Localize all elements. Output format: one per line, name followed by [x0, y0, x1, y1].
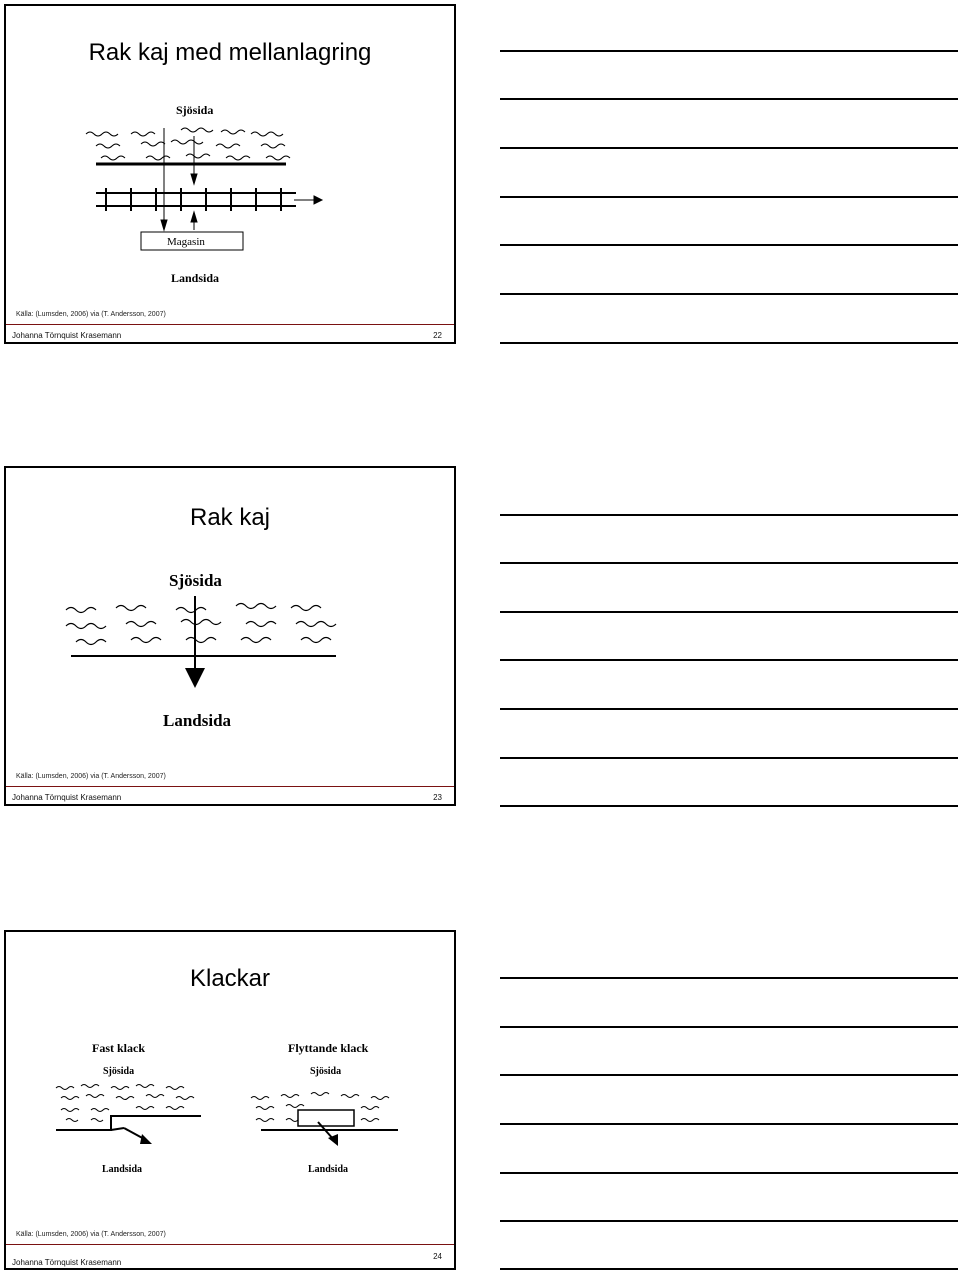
note-line: [500, 1220, 958, 1222]
footer-divider: [6, 324, 454, 325]
source-citation: Källa: (Lumsden, 2006) via (T. Andersson, 2007): [16, 311, 166, 318]
note-line: [500, 708, 958, 710]
footer-divider: [6, 786, 454, 787]
note-line: [500, 50, 958, 52]
sea-side-label-left: Sjösida: [103, 1066, 135, 1077]
note-line: [500, 611, 958, 613]
sea-side-label: Sjösida: [176, 103, 214, 117]
slide-title: Rak kaj: [189, 504, 271, 531]
note-line: [500, 1268, 958, 1270]
slide-23: [4, 466, 456, 806]
land-side-label: Landsida: [163, 711, 232, 730]
author: Johanna Törnquist Krasemann: [12, 793, 122, 802]
author: Johanna Törnquist Krasemann: [12, 331, 122, 340]
waves: [66, 604, 336, 645]
sea-side-label: Sjösida: [169, 571, 222, 590]
note-line: [500, 147, 958, 149]
note-line: [500, 805, 958, 807]
floating-pontoon: [298, 1110, 354, 1126]
floating-berth-label: Flyttande klack: [288, 1041, 369, 1055]
note-line: [500, 342, 958, 344]
sea-side-label-right: Sjösida: [310, 1066, 342, 1077]
quay-storage-diagram: [6, 98, 454, 298]
page-number: 23: [433, 793, 442, 802]
page-number: 22: [433, 331, 442, 340]
rail-track: [96, 188, 322, 211]
note-line: [500, 757, 958, 759]
down-arrow: [185, 668, 205, 688]
note-line: [500, 1026, 958, 1028]
slide-title: Klackar: [189, 965, 271, 992]
note-line: [500, 514, 958, 516]
footer-divider: [6, 1244, 454, 1245]
note-line: [500, 244, 958, 246]
note-line: [500, 293, 958, 295]
storage-label: Magasin: [167, 236, 205, 248]
waves: [86, 128, 290, 160]
berth-types-diagram: [6, 1036, 454, 1186]
land-side-label-right: Landsida: [308, 1164, 349, 1175]
source-citation: Källa: (Lumsden, 2006) via (T. Andersson, 2007): [16, 773, 166, 780]
slide-title: Rak kaj med mellanlagring: [88, 39, 372, 66]
slide-22: [4, 4, 456, 344]
note-line: [500, 1172, 958, 1174]
author: Johanna Törnquist Krasemann: [12, 1258, 122, 1267]
note-line: [500, 659, 958, 661]
slide-24: [4, 930, 456, 1270]
note-line: [500, 196, 958, 198]
note-line: [500, 1123, 958, 1125]
note-line: [500, 562, 958, 564]
straight-quay-diagram: [6, 566, 454, 746]
fixed-berth-label: Fast klack: [92, 1041, 146, 1055]
flow-arrows: [161, 128, 197, 230]
note-line: [500, 98, 958, 100]
page-number: 24: [433, 1252, 442, 1261]
note-line: [500, 1074, 958, 1076]
note-line: [500, 977, 958, 979]
land-side-label: Landsida: [171, 271, 220, 285]
source-citation: Källa: (Lumsden, 2006) via (T. Andersson, 2007): [16, 1231, 166, 1238]
land-side-label-left: Landsida: [102, 1164, 143, 1175]
